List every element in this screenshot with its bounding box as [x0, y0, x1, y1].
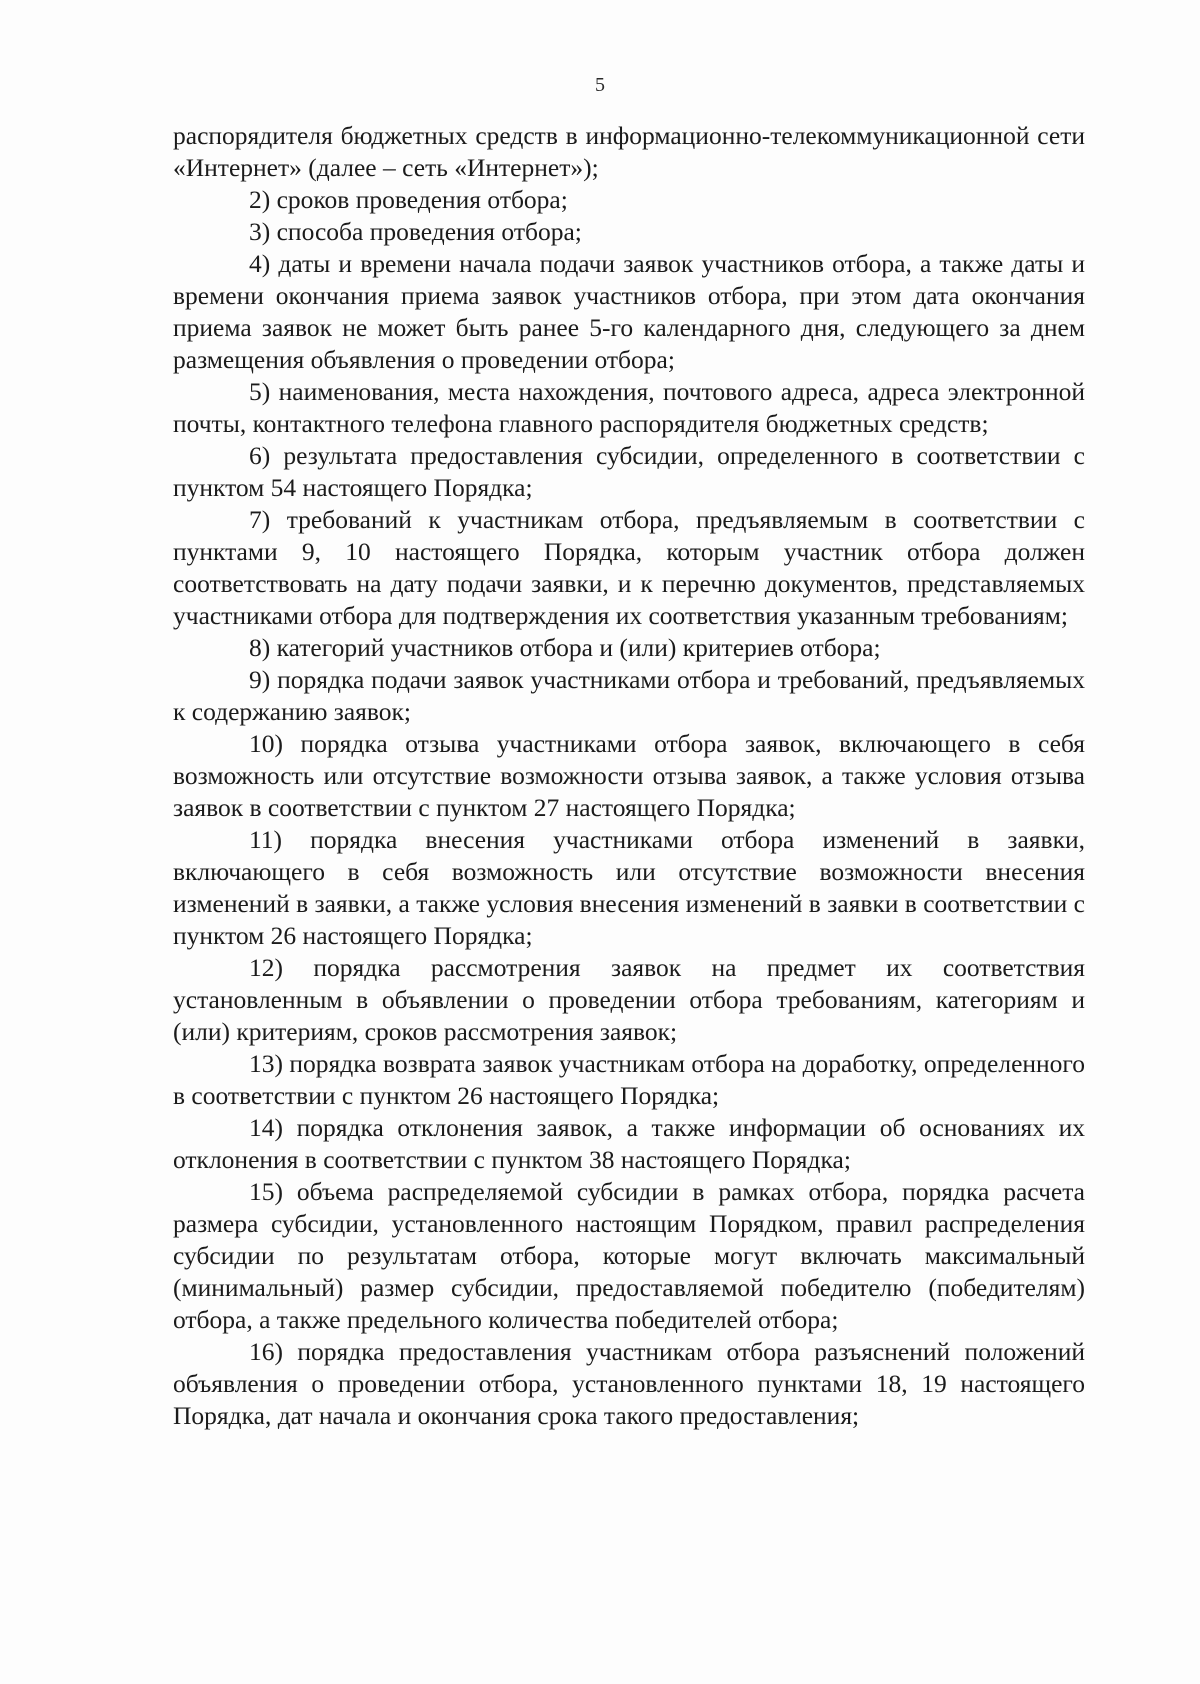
list-item-5: 5) наименования, места нахождения, почтового адреса, адреса электронной почты, контактного телефона главного распорядителя бюджетных средств;	[173, 377, 1085, 438]
document-body	[173, 120, 1085, 1432]
page-number: 5	[595, 74, 605, 96]
list-item-9: 9) порядка подачи заявок участниками отбора и требований, предъявляемых к содержанию заявок;	[173, 665, 1085, 726]
paragraph-continuation: распорядителя бюджетных средств в информационно-телекоммуникационной сети «Интернет» (далее – сеть «Интернет»);	[173, 121, 1085, 182]
list-item-14: 14) порядка отклонения заявок, а также информации об основаниях их отклонения в соответствии с пунктом 38 настоящего Порядка;	[173, 1113, 1085, 1174]
list-item-3: 3) способа проведения отбора;	[249, 217, 582, 246]
list-item-16: 16) порядка предоставления участникам отбора разъяснений положений объявления о проведении отбора, установленного пунктами 18, 19 настоящего Порядка, дат начала и окончания срока такого предоставления;	[173, 1337, 1085, 1430]
list-item-13: 13) порядка возврата заявок участникам отбора на доработку, определенного в соответствии с пунктом 26 настоящего Порядка;	[173, 1049, 1085, 1110]
list-item-4: 4) даты и времени начала подачи заявок участников отбора, а также даты и времени окончания приема заявок участников отбора, при этом дата окончания приема заявок не может быть ранее 5-го календарного дня, следующего за днем размещения объявления о проведении отбора;	[173, 249, 1085, 374]
list-item-12: 12) порядка рассмотрения заявок на предмет их соответствия установленным в объявлении о проведении отбора требованиям, категориям и (или) критериям, сроков рассмотрения заявок;	[173, 953, 1085, 1046]
list-item-7: 7) требований к участникам отбора, предъявляемым в соответствии с пунктами 9, 10 настоящего Порядка, которым участник отбора должен соответствовать на дату подачи заявки, и к перечню документов, представляемых участниками отбора для подтверждения их соответствия указанным требованиям;	[173, 505, 1085, 630]
list-item-10: 10) порядка отзыва участниками отбора заявок, включающего в себя возможность или отсутствие возможности отзыва заявок, а также условия отзыва заявок в соответствии с пунктом 27 настоящего Порядка;	[173, 729, 1085, 822]
list-item-8: 8) категорий участников отбора и (или) критериев отбора;	[249, 633, 881, 662]
list-item-11: 11) порядка внесения участниками отбора изменений в заявки, включающего в себя возможность или отсутствие возможности внесения изменений в заявки, а также условия внесения изменений в заявки в соответствии с пунктом 26 настоящего Порядка;	[173, 825, 1085, 950]
list-item-15: 15) объема распределяемой субсидии в рамках отбора, порядка расчета размера субсидии, установленного настоящим Порядком, правил распределения субсидии по результатам отбора, которые могут включать максимальный (минимальный) размер субсидии, предоставляемой победителю (победителям) отбора, а также предельного количества победителей отбора;	[173, 1177, 1085, 1334]
list-item-2: 2) сроков проведения отбора;	[249, 185, 568, 214]
list-item-6: 6) результата предоставления субсидии, определенного в соответствии с пунктом 54 настоящего Порядка;	[173, 441, 1085, 502]
